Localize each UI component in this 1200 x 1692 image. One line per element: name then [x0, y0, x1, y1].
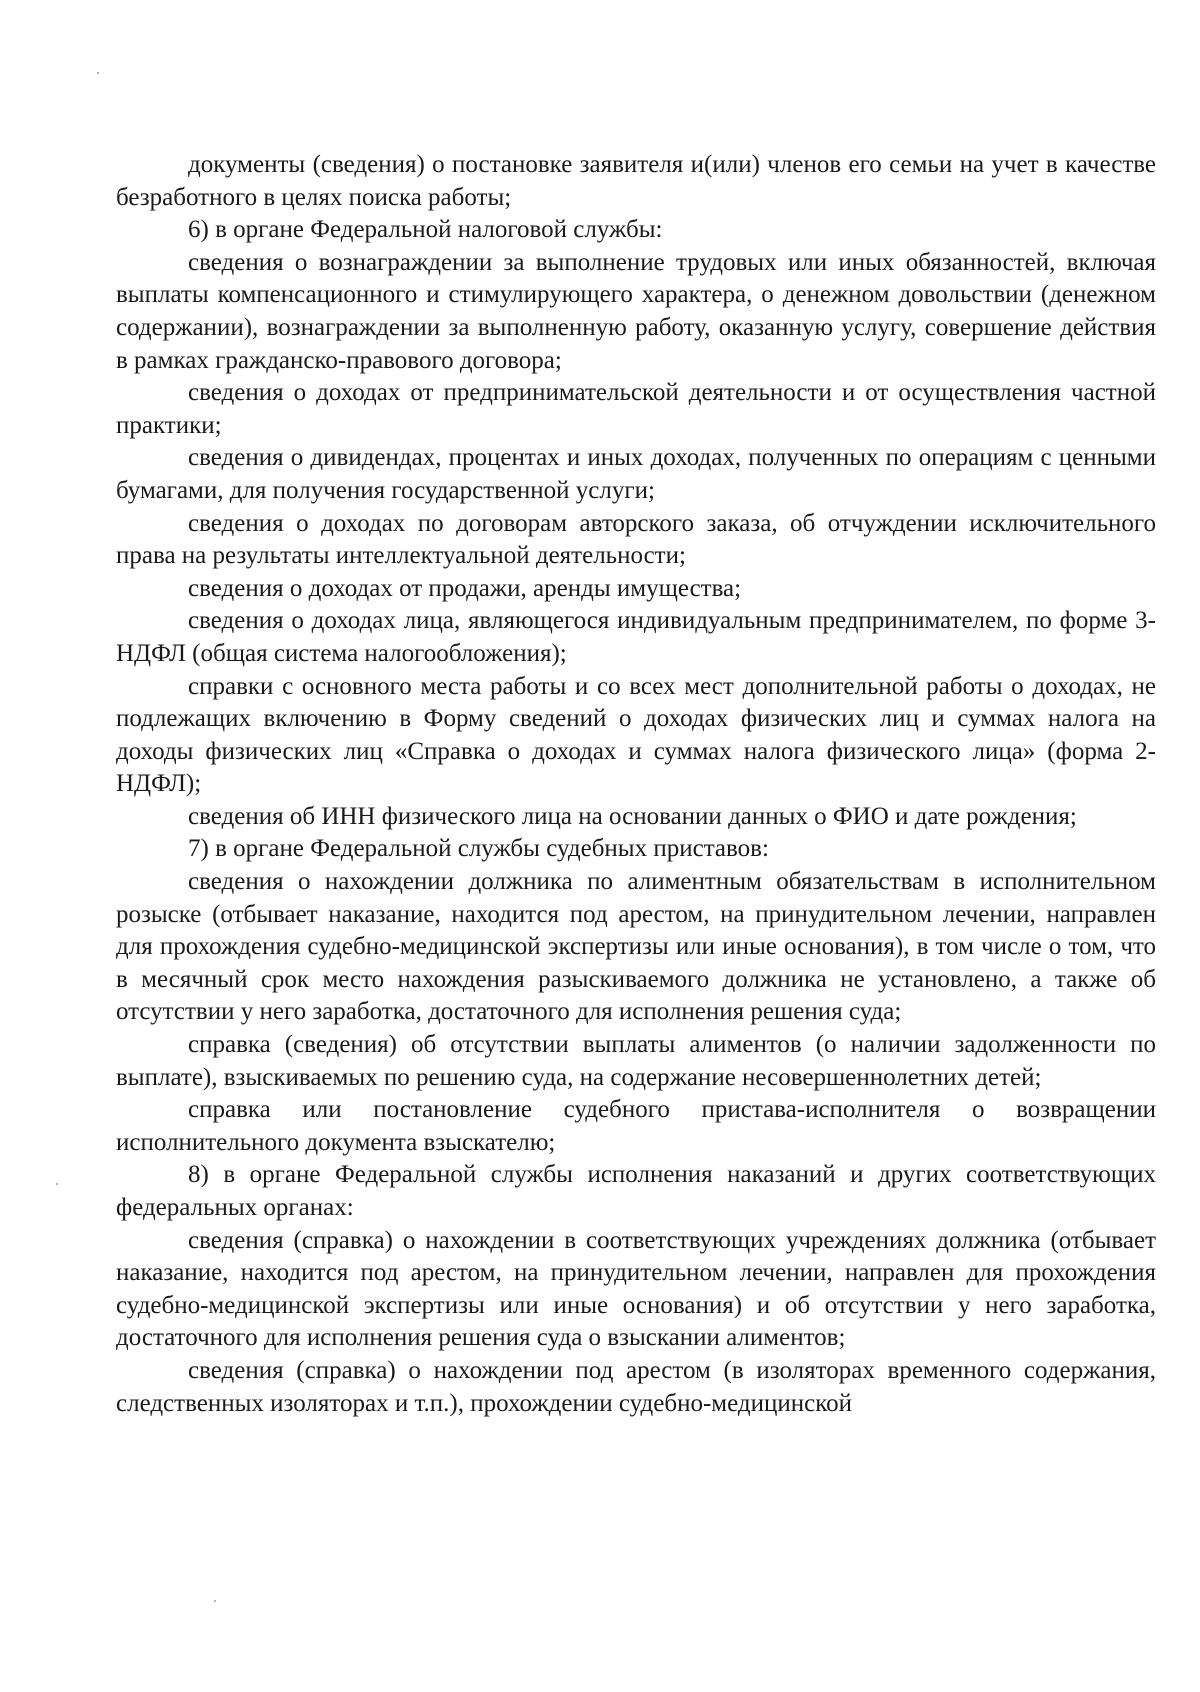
- paragraph-arrest-info: сведения (справка) о нахождении под арестом (в изоляторах временного содержания, следственных изоляторах и т.п.), прохождении судебно-медицинской: [116, 1356, 1156, 1417]
- paragraph-item-7-heading: 7) в органе Федеральной службы судебных приставов:: [188, 835, 769, 863]
- paragraph-alimony-arrears: справка (сведения) об отсутствии выплаты алиментов (о наличии задолженности по выплате), взыскиваемых по решению суда, на содержание несовершеннолетних детей;: [116, 1031, 1156, 1091]
- paragraph-institution-info: сведения (справка) о нахождении в соответствующих учреждениях должника (отбывает наказание, находится под арестом, на принудительном лечении, направлен для прохождения судебно-медицинской экспертизы или иные основания) и об отсутствии у него заработка, достаточного для исполнения решения суда о взыскании алиментов;: [116, 1226, 1156, 1352]
- scan-speck: [97, 72, 99, 74]
- paragraph-debtor-search: сведения о нахождении должника по алиментным обязательствам в исполнительном розыске (отбывает наказание, находится под арестом, на принудительном лечении, направлен для прохождения судебно-медицинской экспертизы или иные основания), в том числе о том, что в месячный срок место нахождения разыскиваемого должника не установлено, а также об отсутствии у него заработка, достаточного для исполнения решения суда;: [116, 868, 1156, 1026]
- paragraph-3ndfl: сведения о доходах лица, являющегося индивидуальным предпринимателем, по форме 3-НДФЛ (общая система налогообложения);: [116, 607, 1156, 667]
- document-body: [116, 149, 1156, 1420]
- paragraph-dividends: сведения о дивидендах, процентах и иных доходах, полученных по операциям с ценными бумагами, для получения государственной услуги;: [116, 444, 1156, 504]
- paragraph-unemployment-registration: документы (сведения) о постановке заявителя и(или) членов его семьи на учет в качестве безработного в целях поиска работы;: [116, 151, 1156, 211]
- paragraph-remuneration-info: сведения о вознаграждении за выполнение трудовых или иных обязанностей, включая выплаты компенсационного и стимулирующего характера, о денежном довольствии (денежном содержании), вознаграждении за выполненную работу, оказанную услугу, совершение действия в рамках гражданско-правового договора;: [116, 248, 1156, 374]
- paragraph-item-6-heading: 6) в органе Федеральной налоговой службы:: [188, 216, 663, 244]
- scan-speck: [56, 1183, 58, 1185]
- paragraph-business-income: сведения о доходах от предпринимательской деятельности и от осуществления частной практики;: [116, 379, 1156, 439]
- paragraph-property-income: сведения о доходах от продажи, аренды имущества;: [188, 574, 742, 602]
- paragraph-workplace-certificates: справки с основного места работы и со всех мест дополнительной работы о доходах, не подлежащих включению в Форму сведений о доходах физических лиц и суммах налога на доходы физических лиц «Справка о доходах и суммах налога физического лица» (форма 2-НДФЛ);: [116, 672, 1156, 798]
- paragraph-item-8-heading: 8) в органе Федеральной службы исполнения наказаний и других соответствующих федеральных органах:: [116, 1161, 1156, 1221]
- paragraph-inn: сведения об ИНН физического лица на основании данных о ФИО и дате рождения;: [188, 802, 1077, 830]
- scan-speck: [214, 1600, 216, 1602]
- paragraph-bailiff-resolution: справка или постановление судебного пристава-исполнителя о возвращении исполнительного документа взыскателю;: [116, 1096, 1156, 1156]
- paragraph-copyright-income: сведения о доходах по договорам авторского заказа, об отчуждении исключительного права на результаты интеллектуальной деятельности;: [116, 509, 1156, 570]
